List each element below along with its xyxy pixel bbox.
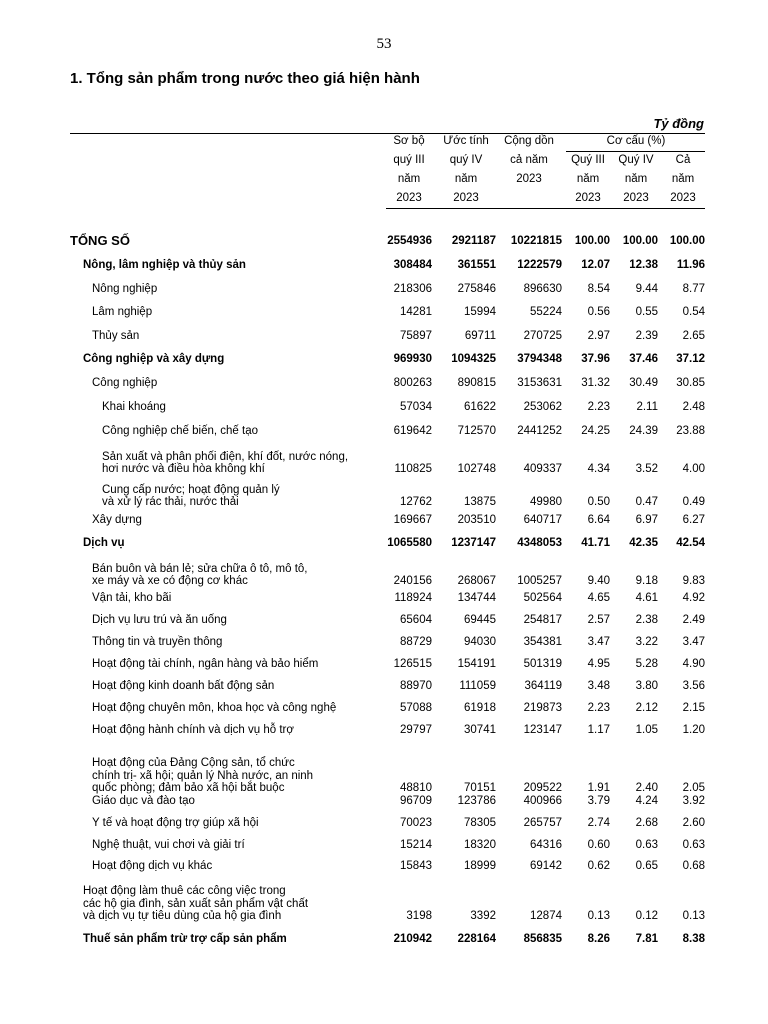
row-value: 11.96: [676, 258, 705, 271]
row-value: 4.95: [587, 657, 610, 670]
row-value: 3.47: [587, 635, 610, 648]
table-row: [0, 817, 768, 830]
row-label-line: quốc phòng; đảm bảo xã hội bắt buộc: [92, 782, 285, 795]
row-value: 3.92: [682, 794, 705, 807]
row-label-line: Hoạt động dịch vụ khác: [92, 859, 213, 872]
row-value: 619642: [393, 424, 432, 437]
row-value: 4.00: [682, 463, 705, 475]
row-value: 8.54: [587, 282, 610, 295]
row-value: 3392: [470, 910, 496, 923]
row-value: 9.18: [635, 575, 658, 587]
row-value: 8.77: [682, 282, 705, 295]
row-value: 0.63: [635, 838, 658, 851]
row-value: 2.74: [587, 816, 610, 829]
row-label-line: Lâm nghiệp: [92, 305, 153, 318]
row-value: 210942: [393, 932, 432, 945]
row-label: [92, 306, 152, 319]
table-row: [0, 306, 768, 319]
row-value: 270725: [523, 329, 562, 342]
row-value: 3.80: [635, 679, 658, 692]
row-value: 0.63: [682, 838, 705, 851]
row-value: 2.60: [682, 816, 705, 829]
row-value: 0.13: [682, 910, 705, 923]
row-value: 61918: [464, 701, 496, 714]
row-value: 6.27: [682, 513, 705, 526]
row-label-line: Vận tải, kho bãi: [92, 591, 172, 604]
header-col-cumulative: [498, 132, 560, 189]
row-value: 265757: [523, 816, 562, 829]
row-value: 30741: [464, 723, 496, 736]
row-value: 2.40: [635, 782, 658, 795]
row-value: 3.79: [587, 794, 610, 807]
header-line: Cơ cấu (%): [606, 135, 666, 147]
row-value: 12762: [400, 496, 432, 508]
row-value: 1222579: [517, 258, 562, 271]
table-row: [0, 680, 768, 693]
header-line: Cả: [675, 154, 691, 166]
row-value: 4348053: [517, 536, 562, 549]
row-value: 2.48: [682, 400, 705, 413]
table-row: [0, 425, 768, 438]
row-value: 18320: [464, 838, 496, 851]
row-value: 6.97: [635, 513, 658, 526]
row-value: 400966: [523, 794, 562, 807]
table-row: [0, 353, 768, 366]
row-label-line: Hoạt động hành chính và dịch vụ hỗ trợ: [92, 723, 294, 736]
row-label-line: Nông, lâm nghiệp và thủy sản: [83, 258, 246, 271]
row-label-line: Nghệ thuật, vui chơi và giải trí: [92, 838, 245, 851]
row-value: 6.64: [587, 513, 610, 526]
row-label-line: Dịch vụ lưu trú và ăn uống: [92, 613, 227, 626]
header-line: Cộng dồn: [504, 135, 554, 147]
row-value: 409337: [523, 463, 562, 475]
header-group-structure: [566, 132, 706, 151]
row-value: 0.65: [635, 859, 658, 872]
row-label: [102, 425, 258, 438]
row-value: 3.47: [682, 635, 705, 648]
row-label: [92, 860, 212, 873]
row-value: 2554936: [387, 234, 432, 247]
table-row: [0, 401, 768, 414]
row-label-line: Hoạt động của Đảng Cộng sản, tổ chức: [92, 757, 295, 770]
table-row: [0, 933, 768, 946]
row-label: [83, 353, 224, 366]
row-value: 712570: [457, 424, 496, 437]
table-row: [0, 232, 768, 248]
table-row: [0, 283, 768, 296]
row-label: [102, 451, 348, 476]
row-value: 4.90: [682, 657, 705, 670]
row-value: 268067: [457, 575, 496, 587]
table-row: [0, 259, 768, 272]
row-label: [92, 795, 195, 808]
row-value: 1.91: [587, 782, 610, 795]
row-value: 134744: [457, 591, 496, 604]
header-line: Quý IV: [618, 154, 654, 166]
row-value: 361551: [457, 258, 496, 271]
header-line: Sơ bộ: [393, 135, 425, 147]
row-label-line: Thuế sản phẩm trừ trợ cấp sản phẩm: [83, 932, 287, 945]
row-label-line: Công nghiệp và xây dựng: [83, 352, 225, 365]
row-value: 37.46: [629, 352, 658, 365]
row-value: 24.39: [629, 424, 658, 437]
row-label: [92, 757, 313, 795]
row-label: [92, 724, 294, 737]
table-row: [0, 563, 768, 588]
row-value: 4.34: [587, 463, 610, 475]
row-value: 969930: [393, 352, 432, 365]
table-row: [0, 514, 768, 527]
row-value: 14281: [400, 305, 432, 318]
header-line: quý III: [393, 154, 425, 166]
header-col-structure-year: [662, 151, 704, 208]
row-value: 2.49: [682, 613, 705, 626]
row-label-line: Dịch vụ: [83, 536, 125, 549]
row-value: 30.85: [676, 376, 705, 389]
row-value: 0.62: [587, 859, 610, 872]
row-value: 123147: [523, 723, 562, 736]
row-value: 640717: [523, 513, 562, 526]
row-value: 69142: [530, 859, 562, 872]
row-value: 55224: [530, 305, 562, 318]
row-value: 12874: [530, 910, 562, 923]
row-value: 49980: [530, 496, 562, 508]
row-value: 896630: [523, 282, 562, 295]
header-col-estimate-q4: [436, 132, 496, 208]
row-value: 4.65: [587, 591, 610, 604]
table-header: [0, 132, 768, 212]
table-row: [0, 592, 768, 605]
row-label-line: Cung cấp nước; hoạt động quản lý: [102, 483, 280, 496]
row-value: 308484: [393, 258, 432, 271]
row-value: 5.28: [635, 657, 658, 670]
row-label-line: Thông tin và truyền thông: [92, 635, 223, 648]
row-value: 0.12: [635, 910, 658, 923]
row-label-line: TỔNG SỐ: [70, 232, 130, 248]
row-label-line: Công nghiệp chế biến, chế tạo: [102, 424, 259, 437]
table-row: [0, 702, 768, 715]
row-value: 29797: [400, 723, 432, 736]
table-row: [0, 839, 768, 852]
row-label-line: Thủy sản: [92, 329, 140, 342]
row-value: 4.92: [682, 591, 705, 604]
row-value: 48810: [400, 782, 432, 795]
row-value: 78305: [464, 816, 496, 829]
row-label-line: và xử lý rác thải, nước thải: [102, 496, 239, 508]
header-line: năm: [454, 173, 478, 185]
row-value: 219873: [523, 701, 562, 714]
row-label-line: Xây dựng: [92, 513, 142, 526]
row-label: [92, 817, 259, 830]
row-label: [92, 377, 157, 390]
header-line: năm: [397, 173, 421, 185]
row-value: 3.22: [635, 635, 658, 648]
row-value: 0.13: [587, 910, 610, 923]
page-number: 53: [376, 36, 392, 52]
row-value: 890815: [457, 376, 496, 389]
row-value: 9.83: [682, 575, 705, 587]
row-value: 7.81: [635, 932, 658, 945]
row-label: [92, 702, 336, 715]
row-value: 69711: [464, 329, 496, 342]
row-value: 96709: [400, 794, 432, 807]
row-label-line: các hộ gia đình, sản xuất sản phẩm vật chất: [83, 897, 309, 910]
row-value: 42.54: [676, 536, 705, 549]
row-value: 2.05: [682, 782, 705, 795]
row-label: [70, 232, 130, 248]
header-line: 2023: [670, 192, 696, 204]
row-value: 0.47: [635, 496, 658, 508]
header-col-structure-q4: [614, 151, 658, 208]
row-value: 2.23: [587, 701, 610, 714]
row-value: 111059: [459, 679, 496, 692]
table-title: 1. Tổng sản phẩm trong nước theo giá hiện hành: [70, 70, 420, 87]
row-value: 100.00: [622, 234, 658, 247]
row-value: 1094325: [451, 352, 496, 365]
row-label: [83, 537, 125, 550]
row-label-line: Nông nghiệp: [92, 282, 158, 295]
row-value: 100.00: [669, 234, 705, 247]
row-value: 2.15: [682, 701, 705, 714]
table-row: [0, 658, 768, 671]
row-value: 61622: [464, 400, 496, 413]
row-value: 12.07: [581, 258, 610, 271]
row-value: 0.49: [682, 496, 705, 508]
table-row: [0, 860, 768, 873]
row-value: 3794348: [517, 352, 562, 365]
row-value: 3.52: [635, 463, 658, 475]
row-value: 169667: [393, 513, 432, 526]
row-value: 57088: [400, 701, 432, 714]
row-value: 8.38: [682, 932, 705, 945]
row-value: 65604: [400, 613, 432, 626]
row-value: 1.20: [682, 723, 705, 736]
row-label-line: Hoạt động chuyên môn, khoa học và công nghệ: [92, 701, 337, 714]
row-value: 41.71: [581, 536, 610, 549]
row-value: 15994: [464, 305, 496, 318]
row-label-line: Hoạt động kinh doanh bất động sản: [92, 679, 275, 692]
row-value: 13875: [464, 496, 496, 508]
header-line: 2023: [623, 192, 649, 204]
row-label-line: xe máy và xe có động cơ khác: [92, 575, 248, 587]
row-value: 15214: [400, 838, 432, 851]
row-value: 0.68: [682, 859, 705, 872]
row-value: 228164: [457, 932, 496, 945]
row-value: 2.68: [635, 816, 658, 829]
row-value: 3153631: [517, 376, 562, 389]
row-value: 209522: [523, 782, 562, 795]
row-value: 100.00: [574, 234, 610, 247]
header-line: 2023: [396, 192, 422, 204]
row-value: 88970: [400, 679, 432, 692]
row-value: 110825: [394, 463, 432, 475]
table-row: [0, 885, 768, 923]
row-value: 364119: [524, 679, 562, 692]
row-value: 1065580: [387, 536, 432, 549]
table-row: [0, 636, 768, 649]
row-value: 2.23: [587, 400, 610, 413]
row-label: [92, 680, 274, 693]
row-label-line: Y tế và hoạt động trợ giúp xã hội: [92, 816, 259, 829]
row-value: 123786: [457, 794, 496, 807]
row-value: 57034: [400, 400, 432, 413]
row-value: 9.44: [635, 282, 658, 295]
row-label: [83, 933, 287, 946]
row-value: 2.57: [587, 613, 610, 626]
row-label: [92, 614, 227, 627]
row-label: [92, 330, 139, 343]
row-value: 240156: [393, 575, 432, 587]
row-value: 102748: [457, 463, 496, 475]
row-value: 4.24: [635, 794, 658, 807]
header-line: Ước tính: [443, 135, 489, 147]
row-value: 354381: [523, 635, 562, 648]
row-label-line: Bán buôn và bán lẻ; sửa chữa ô tô, mô tô,: [92, 562, 308, 575]
row-value: 1237147: [451, 536, 496, 549]
row-value: 70023: [400, 816, 432, 829]
row-value: 24.25: [581, 424, 610, 437]
row-value: 10221815: [510, 234, 562, 247]
row-value: 70151: [464, 782, 496, 795]
header-line: cả năm: [510, 154, 548, 166]
header-line: 2023: [453, 192, 479, 204]
header-line: năm: [671, 173, 695, 185]
header-bottom-rule: [386, 208, 705, 209]
row-value: 254817: [523, 613, 562, 626]
table-row: [0, 330, 768, 343]
row-label: [92, 592, 171, 605]
row-value: 0.60: [587, 838, 610, 851]
row-value: 12.38: [629, 258, 658, 271]
header-col-preliminary-q3: [386, 132, 432, 208]
row-value: 2441252: [517, 424, 562, 437]
header-col-structure-q3: [566, 151, 610, 208]
row-label: [102, 401, 166, 414]
row-value: 9.40: [587, 575, 610, 587]
row-label: [83, 259, 246, 272]
row-value: 15843: [400, 859, 432, 872]
row-value: 856835: [523, 932, 562, 945]
header-line: năm: [624, 173, 648, 185]
table-row: [0, 377, 768, 390]
row-value: 502564: [523, 591, 562, 604]
row-value: 2921187: [451, 234, 496, 247]
row-value: 253062: [523, 400, 562, 413]
row-value: 18999: [464, 859, 496, 872]
table-row: [0, 451, 768, 476]
header-line: năm: [576, 173, 600, 185]
row-label: [102, 484, 280, 509]
header-line: quý IV: [449, 154, 483, 166]
row-value: 1.17: [587, 723, 610, 736]
row-value: 3198: [406, 910, 432, 923]
row-value: 2.39: [635, 329, 658, 342]
row-label-line: Giáo dục và đào tạo: [92, 794, 195, 807]
row-label: [92, 658, 318, 671]
row-label: [92, 514, 142, 527]
row-value: 37.12: [676, 352, 705, 365]
table-row: [0, 537, 768, 550]
row-label-line: hơi nước và điều hòa không khí: [102, 463, 265, 475]
row-label: [83, 885, 308, 923]
row-value: 218306: [393, 282, 432, 295]
row-value: 8.26: [587, 932, 610, 945]
row-value: 154191: [457, 657, 496, 670]
row-label-line: chính trị- xã hội; quản lý Nhà nước, an ninh: [92, 769, 314, 782]
table-row: [0, 724, 768, 737]
row-value: 30.49: [629, 376, 658, 389]
table-row: [0, 484, 768, 509]
row-label: [92, 839, 245, 852]
row-value: 2.65: [682, 329, 705, 342]
row-label: [92, 283, 157, 296]
row-value: 1.05: [635, 723, 658, 736]
header-line: 2023: [516, 173, 542, 185]
row-value: 0.50: [587, 496, 610, 508]
table-row: [0, 757, 768, 795]
row-label-line: Khai khoáng: [102, 400, 166, 413]
header-line: Quý III: [571, 154, 605, 166]
row-value: 75897: [400, 329, 432, 342]
table-row: [0, 795, 768, 808]
row-label-line: Hoạt động làm thuê các công việc trong: [83, 885, 286, 898]
row-value: 2.38: [635, 613, 658, 626]
row-value: 3.48: [587, 679, 610, 692]
row-value: 275846: [457, 282, 496, 295]
table-row: [0, 614, 768, 627]
row-value: 118924: [394, 591, 432, 604]
row-label: [92, 636, 222, 649]
row-value: 4.61: [635, 591, 658, 604]
header-line: 2023: [575, 192, 601, 204]
row-value: 69445: [464, 613, 496, 626]
row-value: 2.97: [587, 329, 610, 342]
row-label-line: Sản xuất và phân phối điện, khí đốt, nước nóng,: [102, 450, 349, 463]
row-value: 94030: [464, 635, 496, 648]
row-value: 126515: [393, 657, 432, 670]
row-label-line: và dịch vụ tự tiêu dùng của hộ gia đình: [83, 910, 282, 923]
unit-label: Tỷ đồng: [653, 116, 704, 131]
row-value: 0.56: [587, 305, 610, 318]
row-value: 1005257: [517, 575, 562, 587]
row-value: 2.11: [636, 400, 658, 413]
row-value: 31.32: [581, 376, 610, 389]
row-value: 64316: [530, 838, 562, 851]
row-label-line: Công nghiệp: [92, 376, 158, 389]
row-value: 88729: [400, 635, 432, 648]
row-value: 800263: [393, 376, 432, 389]
row-value: 3.56: [682, 679, 705, 692]
row-value: 0.54: [682, 305, 705, 318]
row-label-line: Hoạt động tài chính, ngân hàng và bảo hiểm: [92, 657, 319, 670]
row-value: 23.88: [676, 424, 705, 437]
row-value: 0.55: [635, 305, 658, 318]
row-value: 2.12: [635, 701, 658, 714]
row-label: [92, 563, 308, 588]
row-value: 203510: [457, 513, 496, 526]
row-value: 501319: [523, 657, 562, 670]
row-value: 37.96: [581, 352, 610, 365]
row-value: 42.35: [629, 536, 658, 549]
